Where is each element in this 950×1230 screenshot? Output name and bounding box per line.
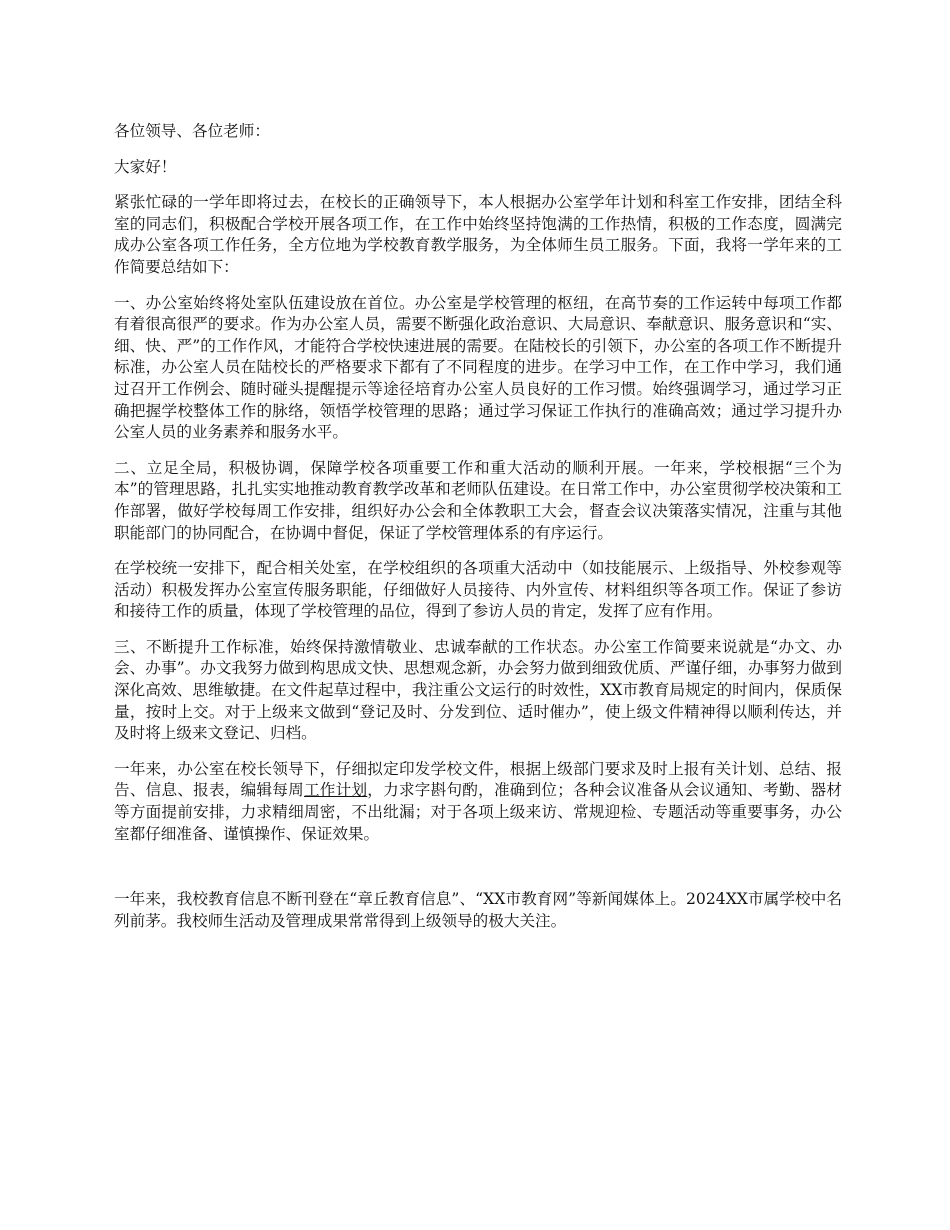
salutation: 各位领导、各位老师： (114, 122, 270, 140)
yearly-work-text-end: ，力求字斟句酌，准确到位；各种会议准备从会议通知、考勤、器材等方面提前安排，力求精细周密，不出纰漏；对于各项上级来访、常规迎检、专题活动等重要事务，办公室都仔细准备、谨慎操作、保证效果。 (114, 781, 842, 843)
activities-paragraph: 在学校统一安排下，配合相关处室，在学校组织的各项重大活动中（如技能展示、上级指导、外校参观等活动）积极发挥办公室宣传服务职能，仔细做好人员接待、内外宣传、材料组织等各项工作。保证了参访和接待工作的质量，体现了学校管理的品位，得到了参访人员的肯定，发挥了应有作用。 (114, 559, 842, 621)
section-one-paragraph: 一、办公室始终将处室队伍建设放在首位。办公室是学校管理的枢纽，在高节奏的工作运转中每项工作都有着很高很严的要求。作为办公室人员，需要不断强化政治意识、大局意识、奉献意识、服务意识和“实、细、快、严”的工作作风，才能符合学校快速进展的需要。在陆校长的引领下，办公室的各项工作不断提升标准，办公室人员在陆校长的严格要求下都有了不同程度的进步。在学习中工作，在工作中学习，我们通过召开工作例会、随时碰头提醒提示等途径培育办公室人员良好的工作习惯。始终强调学习，通过学习正确把握学校整体工作的脉络，领悟学校管理的思路；通过学习保证工作执行的准确高效；通过学习提升办公室人员的业务素养和服务水平。 (114, 293, 842, 442)
intro-paragraph: 紧张忙碌的一学年即将过去，在校长的正确领导下，本人根据办公室学年计划和科室工作安排，团结全科室的同志们，积极配合学校开展各项工作，在工作中始终坚持饱满的工作热情，积极的工作态度，圆满完成办公室各项工作任务，全方位地为学校教育教学服务，为全体师生员工服务。下面，我将一学年来的工作简要总结如下： (114, 193, 842, 276)
document-body (114, 121, 842, 946)
greeting: 大家好！ (114, 157, 177, 176)
section-three-paragraph: 三、不断提升工作标准，始终保持激情敬业、忠诚奉献的工作状态。办公室工作简要来说就是“办文、办会、办事”。办文我努力做到构思成文快、思想观念新，办会努力做到细致优质、严谨仔细，办事努力做到深化高效、思维敏捷。在文件起草过程中，我注重公文运行的时效性，XX市教育局规定的时间内，保质保量，按时上交。对于上级来文做到“登记及时、分发到位、适时催办”，使上级文件精神得以顺利传达，并及时将上级来文登记、归档。 (114, 637, 842, 743)
yearly-work-paragraph (114, 759, 842, 845)
work-plan-link[interactable]: 工作计划 (303, 781, 368, 800)
spacer (114, 859, 842, 889)
media-paragraph: 一年来，我校教育信息不断刊登在“章丘教育信息”、“XX市教育网”等新闻媒体上。2024XX市属学校中名列前茅。我校师生活动及管理成果常常得到上级领导的极大关注。 (114, 890, 842, 930)
section-two-paragraph: 二、立足全局，积极协调，保障学校各项重要工作和重大活动的顺利开展。一年来，学校根据“三个为本”的管理思路，扎扎实实地推动教育教学改革和老师队伍建设。在日常工作中，办公室贯彻学校决策和工作部署，做好学校每周工作安排，组织好办公会和全体教职工大会，督查会议决策落实情况，注重与其他职能部门的协同配合，在协调中督促，保证了学校管理体系的有序运行。 (114, 458, 842, 542)
yearly-work-text-start: 一年来，办公室在校长领导下，仔细拟定印发学校文件，根据上级部门要求及时上报有关计划、总结、报告、信息、报表，编辑每周 (114, 759, 842, 800)
